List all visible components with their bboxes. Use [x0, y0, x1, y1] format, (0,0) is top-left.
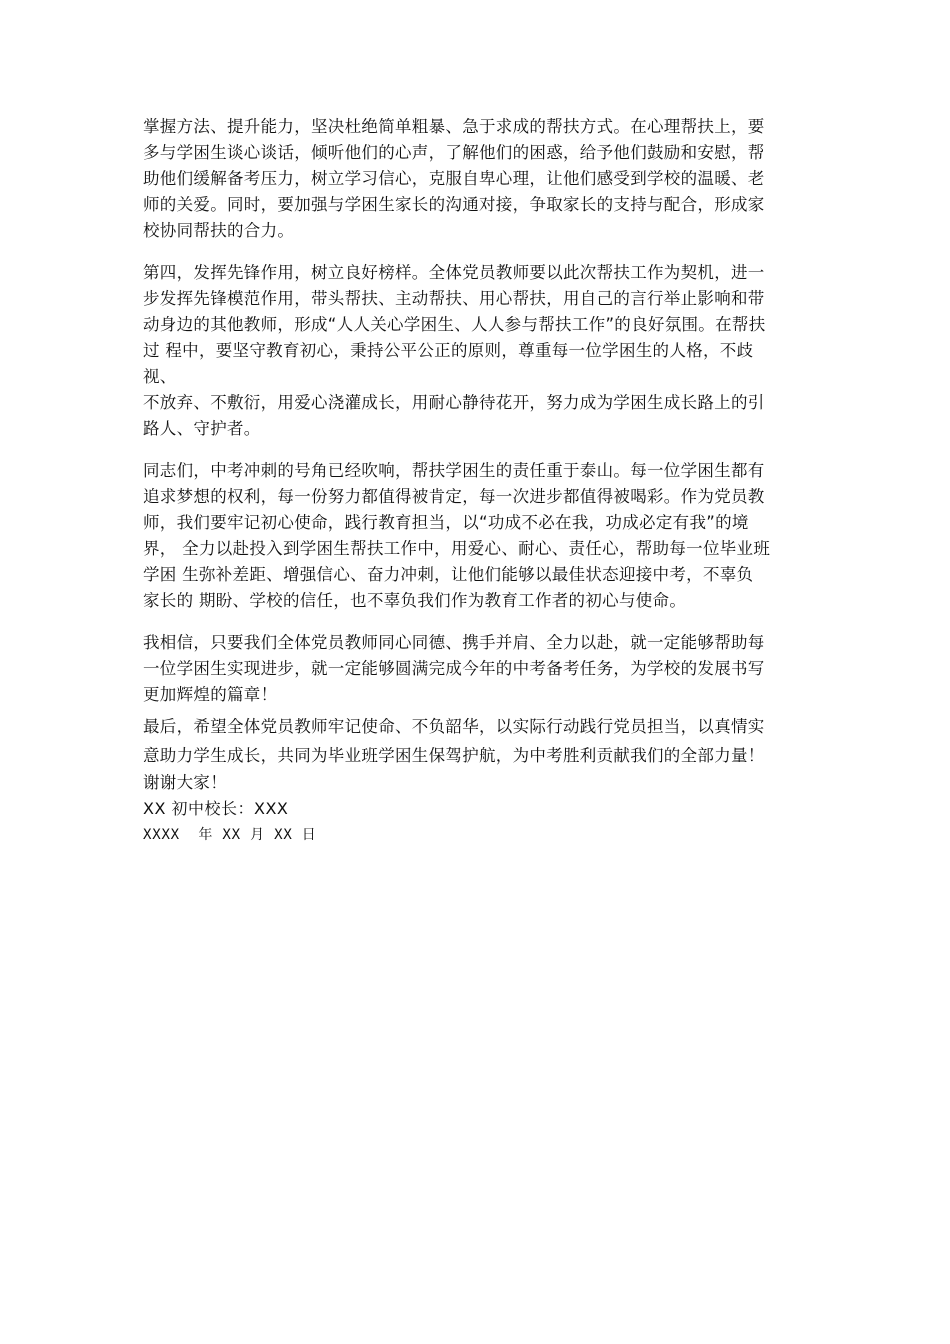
text-line: 一位学困生实现进步，就一定能够圆满完成今年的中考备考任务，为学校的发展书写 — [143, 659, 765, 678]
text-line: 多与学困生谈心谈话，倾听他们的心声，了解他们的困惑，给予他们鼓励和安慰，帮 — [143, 143, 765, 162]
text-line: 界， 全力以赴投入到学困生帮扶工作中，用爱心、耐心、责任心，帮助每一位毕业班 — [143, 539, 771, 558]
date-line: XXXX 年 XX 月 XX 日 — [143, 827, 317, 843]
closing-thanks: 谢谢大家！ — [143, 773, 227, 792]
text-line: 掌握方法、提升能力，坚决杜绝简单粗暴、急于求成的帮扶方式。在心理帮扶上，要 — [143, 117, 765, 136]
text-line: 路人、守护者。 — [143, 419, 261, 438]
text-line: 第四，发挥先锋作用，树立良好榜样。全体党员教师要以此次帮扶工作为契机，进一 — [143, 263, 765, 282]
text-line: 最后，希望全体党员教师牢记使命、不负韶华，以实际行动践行党员担当，以真情实 — [143, 717, 765, 736]
paragraph-belief — [143, 630, 805, 708]
paragraph-psychological-support — [143, 114, 805, 244]
text-line: 师的关爱。同时，要加强与学困生家长的沟通对接，争取家长的支持与配合，形成家 — [143, 195, 765, 214]
speech-body — [143, 114, 805, 848]
text-line: 助他们缓解备考压力，树立学习信心，克服自卑心理，让他们感受到学校的温暖、老 — [143, 169, 765, 188]
text-line: 过 程中，要坚守教育初心，秉持公平公正的原则，尊重每一位学困生的人格，不歧 — [143, 341, 754, 360]
text-line: 步发挥先锋模范作用，带头帮扶、主动帮扶、用心帮扶，用自己的言行举止影响和带 — [143, 289, 765, 308]
text-line: 不放弃、不敷衍，用爱心浇灌成长，用耐心静待花开，努力成为学困生成长路上的引 — [143, 393, 765, 412]
text-line: 师，我们要牢记初心使命，践行教育担当，以“功成不必在我，功成必定有我”的境 — [143, 513, 749, 532]
text-line: 校协同帮扶的合力。 — [143, 221, 295, 240]
text-line: 动身边的其他教师，形成“人人关心学困生、人人参与帮扶工作”的良好氛围。在帮扶 — [143, 315, 766, 334]
text-line: 学困 生弥补差距、增强信心、奋力冲刺，让他们能够以最佳状态迎接中考，不辜负 — [143, 565, 754, 584]
paragraph-comrades — [143, 458, 805, 614]
text-line: 我相信，只要我们全体党员教师同心同德、携手并肩、全力以赴，就一定能够帮助每 — [143, 633, 765, 652]
text-line: 家长的 期盼、学校的信任，也不辜负我们作为教育工作者的初心与使命。 — [143, 591, 687, 610]
text-line: 视、 — [143, 367, 177, 386]
text-line: 追求梦想的权利，每一份努力都值得被肯定，每一次进步都值得被喝彩。作为党员教 — [143, 487, 765, 506]
paragraph-fourth-point — [143, 260, 805, 442]
signature: XX 初中校长：XXX — [143, 799, 289, 818]
text-line: 意助力学生成长，共同为毕业班学困生保驾护航，为中考胜利贡献我们的全部力量！ — [143, 746, 765, 765]
paragraph-final-hope — [143, 712, 805, 770]
text-line: 更加辉煌的篇章！ — [143, 685, 278, 704]
text-line: 同志们，中考冲刺的号角已经吹响，帮扶学困生的责任重于泰山。每一位学困生都有 — [143, 461, 765, 480]
